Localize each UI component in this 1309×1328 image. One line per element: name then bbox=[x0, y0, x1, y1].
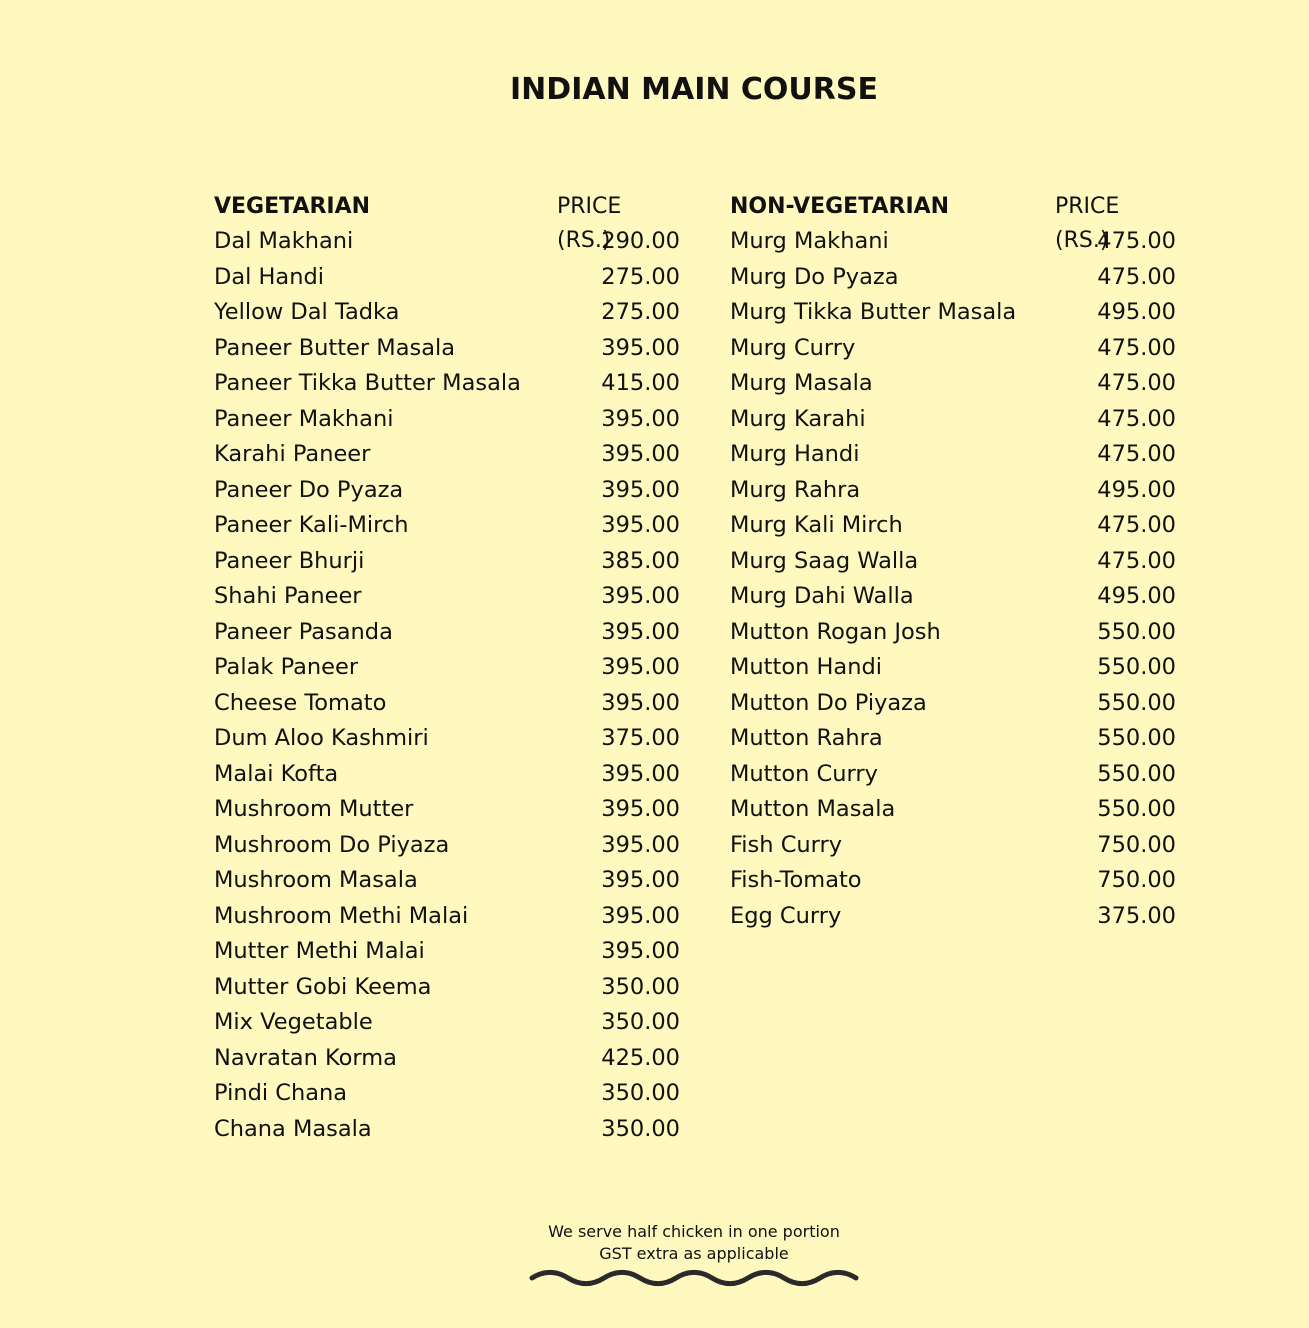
menu-item-name: Chana Masala bbox=[214, 1115, 372, 1142]
menu-item-price: 495.00 bbox=[1097, 476, 1176, 503]
vegetarian-menu-item bbox=[214, 686, 680, 722]
menu-item-name: Murg Makhani bbox=[730, 228, 889, 254]
menu-item-name: Dal Handi bbox=[214, 263, 325, 290]
footer-note-gst: GST extra as applicable bbox=[599, 1244, 789, 1263]
non_vegetarian-menu-item bbox=[730, 437, 1176, 473]
non_vegetarian-menu-item bbox=[730, 224, 1176, 260]
menu-item-price: 290.00 bbox=[601, 228, 680, 254]
menu-item-name: Murg Dahi Walla bbox=[730, 583, 914, 609]
vegetarian-menu-item bbox=[214, 1041, 680, 1077]
menu-item-price: 350.00 bbox=[601, 1009, 680, 1035]
menu-item-price: 475.00 bbox=[1097, 547, 1176, 574]
menu-item-name: Mutton Do Piyaza bbox=[730, 689, 927, 716]
non_vegetarian-menu-item bbox=[730, 402, 1176, 438]
menu-item-name: Mushroom Do Piyaza bbox=[214, 831, 450, 858]
footer-note-half-chicken: We serve half chicken in one portion bbox=[548, 1222, 840, 1241]
menu-item-name: Navratan Korma bbox=[214, 1044, 397, 1071]
vegetarian-menu-item bbox=[214, 295, 680, 331]
menu-item-name: Murg Curry bbox=[730, 334, 856, 361]
vegetarian-menu-item bbox=[214, 863, 680, 899]
menu-item-price: 415.00 bbox=[601, 370, 680, 396]
wave-divider-icon bbox=[528, 1266, 860, 1290]
menu-item-name: Egg Curry bbox=[730, 902, 842, 929]
vegetarian-menu-item bbox=[214, 260, 680, 296]
menu-item-price: 275.00 bbox=[601, 263, 680, 290]
menu-item-price: 475.00 bbox=[1097, 228, 1176, 254]
menu-item-price: 375.00 bbox=[601, 725, 680, 751]
non_vegetarian-menu-item bbox=[730, 828, 1176, 864]
menu-item-name: Yellow Dal Tadka bbox=[214, 299, 400, 325]
menu-item-price: 395.00 bbox=[601, 902, 680, 929]
vegetarian-menu-item bbox=[214, 473, 680, 509]
menu-item-name: Mix Vegetable bbox=[214, 1009, 373, 1035]
vegetarian-menu-item bbox=[214, 437, 680, 473]
non-vegetarian-item-list bbox=[730, 224, 1176, 934]
menu-item-name: Mutter Methi Malai bbox=[214, 938, 425, 964]
menu-item-name: Mushroom Methi Malai bbox=[214, 902, 469, 929]
menu-item-name: Mutton Curry bbox=[730, 760, 878, 787]
menu-item-name: Murg Handi bbox=[730, 441, 860, 467]
vegetarian-price-heading: PRICE (RS.) bbox=[557, 194, 622, 253]
non_vegetarian-menu-item bbox=[730, 331, 1176, 367]
non-vegetarian-price-heading: PRICE (RS.) bbox=[1055, 194, 1120, 253]
menu-item-price: 395.00 bbox=[601, 512, 680, 538]
non_vegetarian-menu-item bbox=[730, 579, 1176, 615]
menu-item-name: Mushroom Masala bbox=[214, 867, 418, 893]
menu-item-name: Mutton Handi bbox=[730, 654, 882, 680]
menu-item-price: 550.00 bbox=[1097, 725, 1176, 751]
vegetarian-menu-item bbox=[214, 721, 680, 757]
menu-item-price: 395.00 bbox=[601, 583, 680, 609]
menu-item-name: Malai Kofta bbox=[214, 760, 339, 787]
vegetarian-menu-item bbox=[214, 1076, 680, 1112]
non_vegetarian-menu-item bbox=[730, 721, 1176, 757]
vegetarian-menu-item bbox=[214, 331, 680, 367]
vegetarian-menu-item bbox=[214, 1005, 680, 1041]
menu-item-name: Paneer Bhurji bbox=[214, 547, 365, 574]
menu-item-name: Mutton Rogan Josh bbox=[730, 618, 941, 645]
menu-item-price: 350.00 bbox=[601, 973, 680, 1000]
menu-item-price: 350.00 bbox=[601, 1080, 680, 1106]
menu-item-name: Paneer Tikka Butter Masala bbox=[214, 370, 521, 396]
menu-item-name: Murg Karahi bbox=[730, 405, 866, 432]
non_vegetarian-menu-item bbox=[730, 899, 1176, 935]
menu-item-price: 395.00 bbox=[601, 689, 680, 716]
menu-item-name: Murg Kali Mirch bbox=[730, 512, 903, 538]
menu-item-name: Paneer Do Pyaza bbox=[214, 476, 404, 503]
menu-item-price: 395.00 bbox=[601, 405, 680, 432]
menu-item-price: 395.00 bbox=[601, 654, 680, 680]
vegetarian-section bbox=[214, 190, 680, 1147]
menu-item-price: 550.00 bbox=[1097, 654, 1176, 680]
vegetarian-menu-item bbox=[214, 224, 680, 260]
menu-item-price: 375.00 bbox=[1097, 902, 1176, 929]
non-vegetarian-section bbox=[730, 190, 1176, 934]
menu-item-price: 750.00 bbox=[1097, 867, 1176, 893]
menu-item-name: Shahi Paneer bbox=[214, 583, 362, 609]
menu-item-price: 475.00 bbox=[1097, 441, 1176, 467]
non-vegetarian-heading: NON-VEGETARIAN bbox=[730, 194, 950, 219]
menu-item-price: 495.00 bbox=[1097, 583, 1176, 609]
menu-item-price: 495.00 bbox=[1097, 299, 1176, 325]
vegetarian-menu-item bbox=[214, 544, 680, 580]
menu-item-name: Dal Makhani bbox=[214, 228, 354, 254]
menu-item-price: 395.00 bbox=[601, 796, 680, 822]
non_vegetarian-menu-item bbox=[730, 366, 1176, 402]
vegetarian-menu-item bbox=[214, 650, 680, 686]
menu-item-name: Cheese Tomato bbox=[214, 689, 387, 716]
menu-item-price: 475.00 bbox=[1097, 334, 1176, 361]
menu-item-name: Paneer Makhani bbox=[214, 405, 394, 432]
vegetarian-menu-item bbox=[214, 970, 680, 1006]
non_vegetarian-menu-item bbox=[730, 295, 1176, 331]
menu-item-price: 475.00 bbox=[1097, 263, 1176, 290]
menu-item-name: Mutton Masala bbox=[730, 796, 896, 822]
footer-notes bbox=[0, 1221, 1309, 1265]
menu-item-name: Paneer Butter Masala bbox=[214, 334, 456, 361]
menu-item-name: Fish-Tomato bbox=[730, 867, 862, 893]
menu-item-price: 395.00 bbox=[601, 867, 680, 893]
menu-item-price: 395.00 bbox=[601, 831, 680, 858]
non_vegetarian-menu-item bbox=[730, 615, 1176, 651]
menu-item-name: Murg Do Pyaza bbox=[730, 263, 899, 290]
menu-item-price: 475.00 bbox=[1097, 370, 1176, 396]
menu-item-price: 425.00 bbox=[601, 1044, 680, 1071]
menu-item-name: Paneer Kali-Mirch bbox=[214, 512, 409, 538]
vegetarian-heading: VEGETARIAN bbox=[214, 194, 371, 219]
menu-item-price: 550.00 bbox=[1097, 618, 1176, 645]
menu-item-price: 395.00 bbox=[601, 441, 680, 467]
vegetarian-menu-item bbox=[214, 402, 680, 438]
menu-item-name: Murg Saag Walla bbox=[730, 547, 919, 574]
menu-item-price: 350.00 bbox=[601, 1115, 680, 1142]
menu-item-name: Paneer Pasanda bbox=[214, 618, 393, 645]
non_vegetarian-menu-item bbox=[730, 473, 1176, 509]
menu-item-price: 395.00 bbox=[601, 476, 680, 503]
menu-item-price: 475.00 bbox=[1097, 512, 1176, 538]
menu-item-name: Dum Aloo Kashmiri bbox=[214, 725, 429, 751]
menu-item-name: Palak Paneer bbox=[214, 654, 359, 680]
non_vegetarian-menu-item bbox=[730, 544, 1176, 580]
non_vegetarian-menu-item bbox=[730, 757, 1176, 793]
menu-item-price: 550.00 bbox=[1097, 796, 1176, 822]
vegetarian-menu-item bbox=[214, 899, 680, 935]
menu-item-price: 395.00 bbox=[601, 618, 680, 645]
menu-item-price: 275.00 bbox=[601, 299, 680, 325]
non_vegetarian-menu-item bbox=[730, 686, 1176, 722]
vegetarian-menu-item bbox=[214, 828, 680, 864]
menu-item-name: Pindi Chana bbox=[214, 1080, 348, 1106]
vegetarian-menu-item bbox=[214, 757, 680, 793]
menu-item-price: 550.00 bbox=[1097, 689, 1176, 716]
menu-item-name: Murg Rahra bbox=[730, 476, 861, 503]
page-title: INDIAN MAIN COURSE bbox=[510, 72, 878, 107]
menu-item-price: 395.00 bbox=[601, 334, 680, 361]
vegetarian-menu-item bbox=[214, 1112, 680, 1148]
non_vegetarian-menu-item bbox=[730, 863, 1176, 899]
menu-item-name: Karahi Paneer bbox=[214, 441, 371, 467]
vegetarian-menu-item bbox=[214, 934, 680, 970]
menu-item-price: 395.00 bbox=[601, 938, 680, 964]
vegetarian-item-list bbox=[214, 224, 680, 1147]
vegetarian-menu-item bbox=[214, 366, 680, 402]
vegetarian-menu-item bbox=[214, 615, 680, 651]
menu-item-price: 395.00 bbox=[601, 760, 680, 787]
menu-item-name: Fish Curry bbox=[730, 831, 843, 858]
menu-item-price: 385.00 bbox=[601, 547, 680, 574]
non_vegetarian-menu-item bbox=[730, 508, 1176, 544]
menu-item-price: 750.00 bbox=[1097, 831, 1176, 858]
menu-item-name: Murg Masala bbox=[730, 370, 873, 396]
non_vegetarian-menu-item bbox=[730, 650, 1176, 686]
non_vegetarian-menu-item bbox=[730, 260, 1176, 296]
vegetarian-menu-item bbox=[214, 579, 680, 615]
vegetarian-menu-item bbox=[214, 792, 680, 828]
menu-item-name: Mushroom Mutter bbox=[214, 796, 414, 822]
vegetarian-menu-item bbox=[214, 508, 680, 544]
menu-item-name: Mutton Rahra bbox=[730, 725, 883, 751]
menu-item-name: Murg Tikka Butter Masala bbox=[730, 299, 1017, 325]
menu-item-name: Mutter Gobi Keema bbox=[214, 973, 432, 1000]
non_vegetarian-menu-item bbox=[730, 792, 1176, 828]
menu-item-price: 475.00 bbox=[1097, 405, 1176, 432]
menu-item-price: 550.00 bbox=[1097, 760, 1176, 787]
